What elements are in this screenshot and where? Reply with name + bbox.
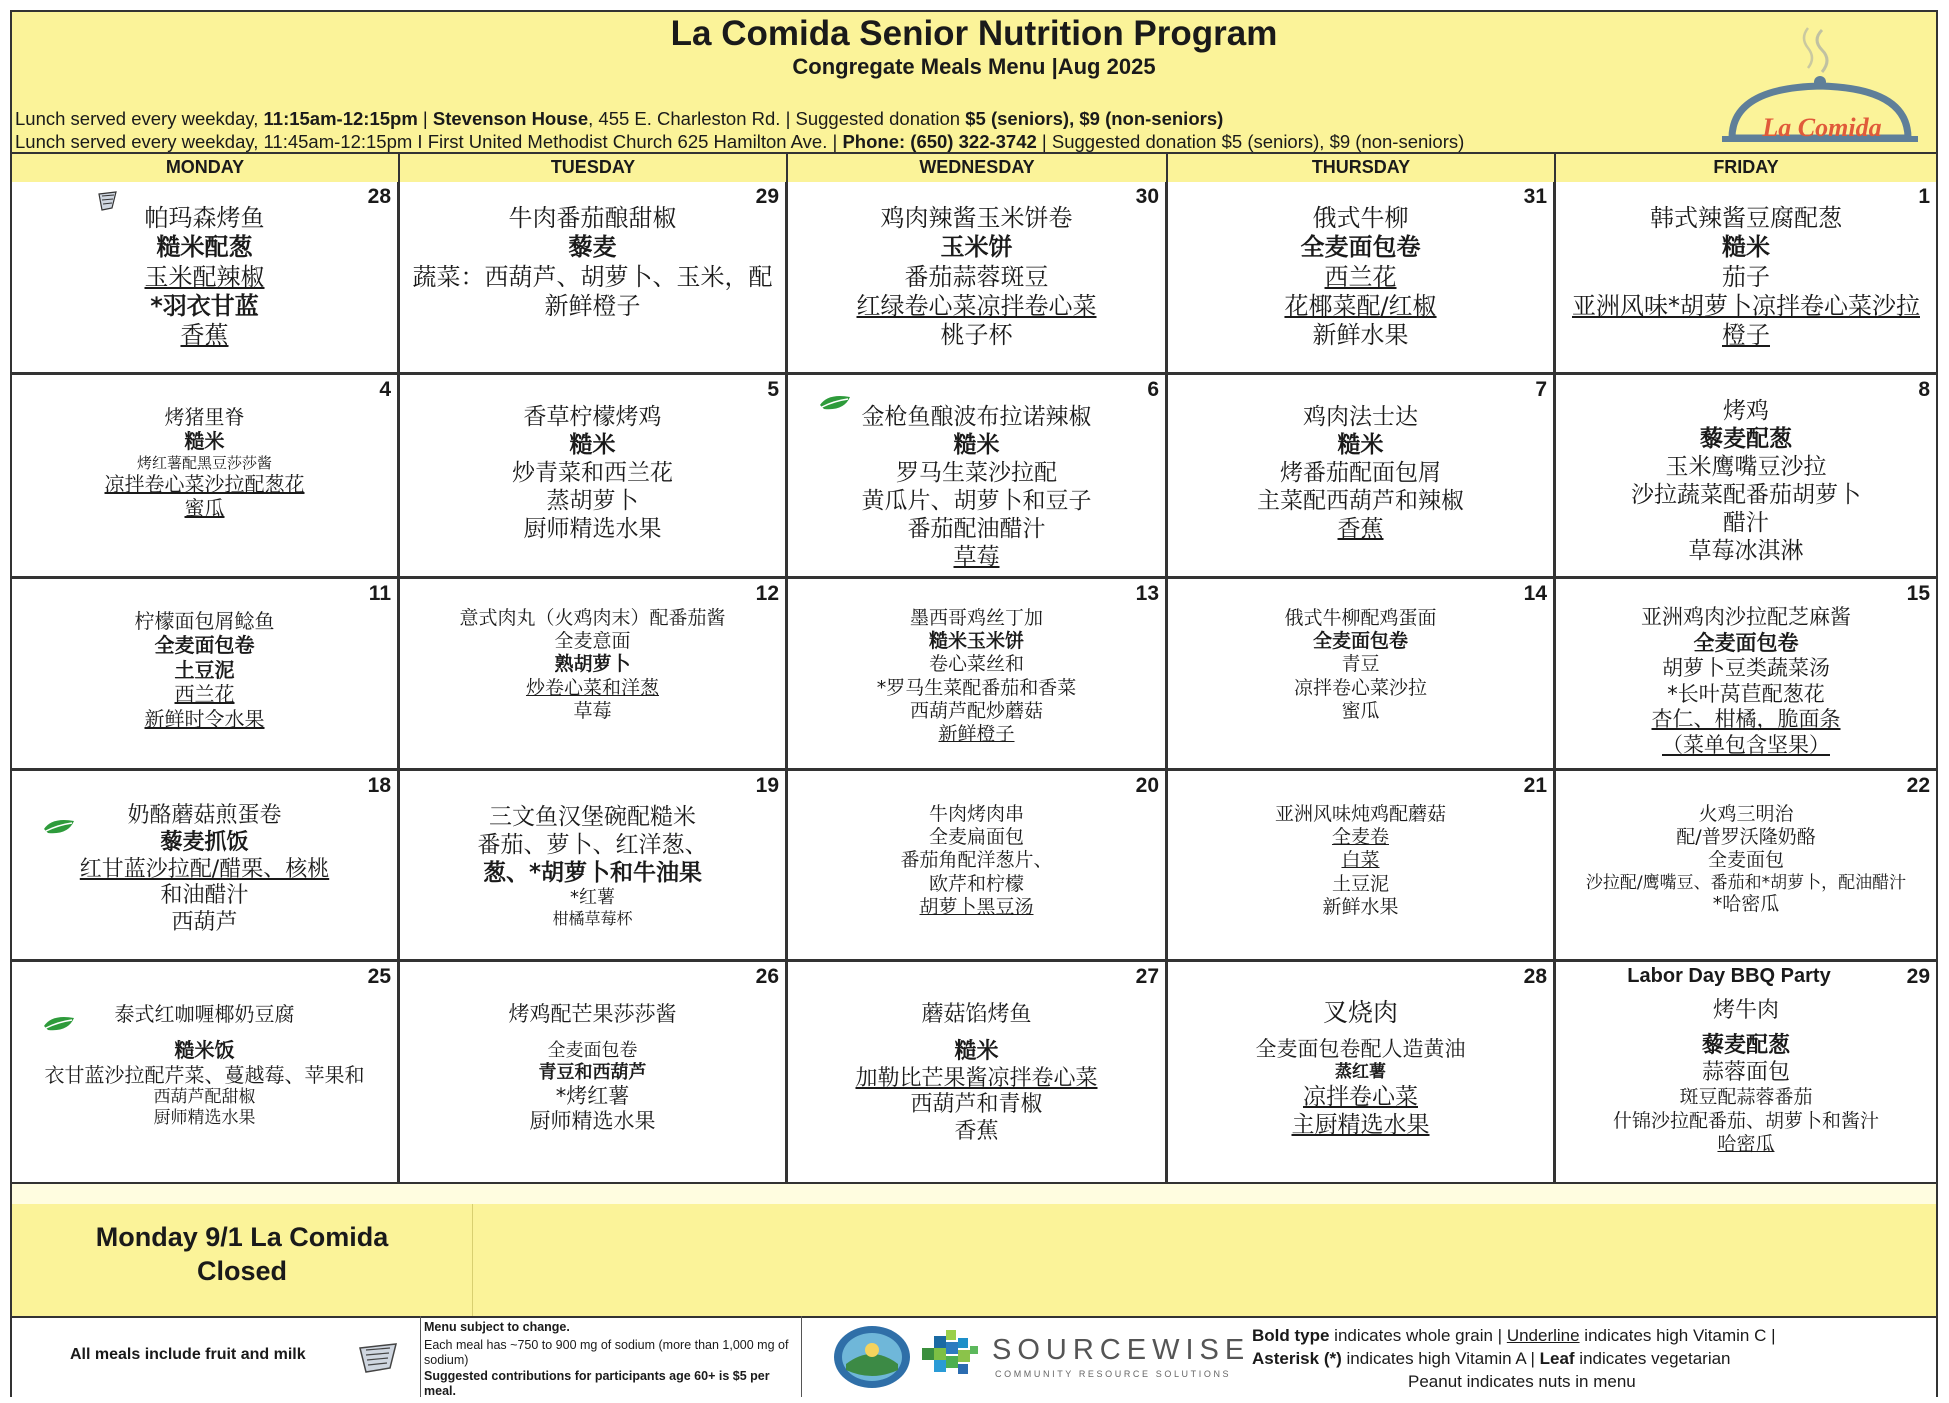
meal-items bbox=[12, 803, 397, 937]
meal-item: 烤鸡配芒果莎莎酱 bbox=[508, 1002, 677, 1026]
meal-item: *长叶莴苣配葱花 bbox=[1667, 681, 1825, 706]
meal-item: 蒜蓉面包 bbox=[1701, 1059, 1790, 1085]
meal-item: 卷心菜丝和 bbox=[928, 653, 1024, 676]
meal-item: 玉米配辣椒 bbox=[144, 262, 265, 291]
meal-item: 蜜瓜 bbox=[184, 496, 225, 521]
meal-item: 厨师精选水果 bbox=[523, 516, 662, 543]
meal-item: 西兰花 bbox=[174, 682, 235, 707]
meal-item: 藜麦配葱 bbox=[1700, 426, 1792, 453]
meal-item: 沙拉配/鹰嘴豆、番茄和*胡萝卜，配油醋汁 bbox=[1585, 872, 1907, 893]
meal-items bbox=[1556, 204, 1936, 350]
meal-item: 厨师精选水果 bbox=[529, 1109, 656, 1134]
meal-item: 熟胡萝卜 bbox=[554, 653, 631, 676]
meal-item: 香蕉 bbox=[1337, 516, 1384, 543]
day-number: 7 bbox=[1535, 378, 1547, 401]
meal-item: 蔬菜：西葫芦、胡萝卜、玉米，配 bbox=[412, 262, 773, 291]
meal-item: 烤猪里脊 bbox=[164, 405, 245, 429]
day-number: 6 bbox=[1147, 378, 1159, 401]
meal-item: 加勒比芒果酱凉拌卷心菜 bbox=[855, 1065, 1098, 1091]
meal-item: 和油醋汁 bbox=[160, 883, 249, 909]
meal-item: 烤牛肉 bbox=[1712, 998, 1779, 1023]
meal-item: 烤红薯配黑豆莎莎酱 bbox=[136, 453, 272, 472]
meal-item: 番茄角配洋葱片、 bbox=[900, 849, 1053, 872]
meal-item: 糙米玉米饼 bbox=[928, 630, 1024, 653]
meal-item: 糙米配葱 bbox=[156, 233, 253, 262]
meal-items bbox=[12, 609, 397, 731]
meal-item: 蘑菇馅烤鱼 bbox=[921, 1002, 1032, 1027]
meal-items bbox=[400, 803, 785, 929]
meal-item: 花椰菜配/红椒 bbox=[1284, 291, 1437, 320]
meal-items bbox=[788, 607, 1165, 746]
meal-item: 醋汁 bbox=[1723, 510, 1769, 537]
meal-item: 玉米饼 bbox=[940, 233, 1013, 262]
menu-day-cell bbox=[1556, 579, 1936, 771]
menu-day-cell bbox=[788, 771, 1168, 962]
menu-day-cell bbox=[1168, 579, 1556, 771]
meal-item: 火鸡三明治 bbox=[1698, 803, 1794, 825]
meal-item: 全麦面包 bbox=[1707, 849, 1784, 872]
menu-day-cell bbox=[788, 579, 1168, 771]
menu-day-cell bbox=[400, 771, 788, 962]
day-number: 15 bbox=[1906, 582, 1930, 605]
meal-item: 糙米 bbox=[1337, 432, 1384, 459]
weekday-header-tuesday: TUESDAY bbox=[400, 152, 788, 182]
meal-item: 牛肉烤肉串 bbox=[928, 803, 1024, 825]
menu-day-cell bbox=[400, 375, 788, 579]
meal-item: 番茄配油醋汁 bbox=[907, 516, 1046, 543]
meal-item: 糙米 bbox=[184, 429, 225, 454]
meal-items bbox=[788, 803, 1165, 919]
meal-item: 炒青菜和西兰花 bbox=[512, 460, 673, 487]
meal-items bbox=[1556, 605, 1936, 759]
meal-item: *红薯 bbox=[570, 887, 615, 909]
meal-item: 凉拌卷心菜 bbox=[1303, 1083, 1418, 1110]
header-band bbox=[12, 12, 1936, 152]
day-number: 28 bbox=[1523, 965, 1547, 988]
meal-item: 胡萝卜黑豆汤 bbox=[919, 895, 1034, 918]
menu-sheet bbox=[10, 10, 1938, 1397]
peanut-icon bbox=[356, 1338, 402, 1378]
meal-item: 全麦面包卷 bbox=[1693, 630, 1799, 655]
meal-items bbox=[12, 405, 397, 521]
meal-items bbox=[1168, 403, 1553, 543]
legend-line-2: Asterisk (*) indicates high Vitamin A | Leaf indicates vegetarian bbox=[1252, 1349, 1731, 1368]
meal-item: 沙拉蔬菜配番茄胡萝卜 bbox=[1631, 482, 1861, 509]
meal-item: 凉拌卷心菜沙拉 bbox=[1293, 676, 1427, 699]
meal-items bbox=[1168, 803, 1553, 919]
page-title: La Comida Senior Nutrition Program bbox=[670, 14, 1278, 53]
meal-item: 土豆泥 bbox=[174, 657, 235, 682]
meal-item: 新鲜水果 bbox=[1322, 895, 1399, 918]
meal-items bbox=[400, 1002, 785, 1135]
meal-item: 什锦沙拉配番茄、胡萝卜和酱汁 bbox=[1612, 1109, 1879, 1132]
meal-item: 厨师精选水果 bbox=[153, 1107, 256, 1128]
meal-item: 泰式红咖喱椰奶豆腐 bbox=[114, 1002, 295, 1026]
meal-item: 青豆和西葫芦 bbox=[538, 1061, 647, 1083]
meal-item: 香蕉 bbox=[954, 1119, 999, 1145]
legend-line-1: Bold type indicates whole grain | Underline indicates high Vitamin C | bbox=[1252, 1326, 1776, 1345]
meal-item: 亚洲风味炖鸡配蘑菇 bbox=[1274, 803, 1446, 825]
meal-item: 奶酪蘑菇煎蛋卷 bbox=[127, 803, 282, 828]
meal-items bbox=[1168, 998, 1553, 1139]
meal-item: 凉拌卷心菜沙拉配葱花 bbox=[104, 472, 305, 497]
menu-day-cell bbox=[12, 375, 400, 579]
meal-item: 帕玛森烤鱼 bbox=[144, 204, 265, 232]
meal-item: 西兰花 bbox=[1324, 262, 1397, 291]
meal-item: *罗马生菜配番茄和香菜 bbox=[876, 676, 1077, 699]
meal-items bbox=[1556, 803, 1936, 916]
menu-day-cell bbox=[1556, 771, 1936, 962]
menu-day-cell bbox=[1556, 375, 1936, 579]
legend bbox=[1252, 1324, 1892, 1393]
meal-item: 香草柠檬烤鸡 bbox=[523, 404, 662, 430]
meal-item: 藜麦配葱 bbox=[1701, 1032, 1790, 1058]
meal-item: 牛肉番茄酿甜椒 bbox=[508, 204, 677, 232]
event-title: Labor Day BBQ Party bbox=[1627, 965, 1831, 987]
weekday-header-thursday: THURSDAY bbox=[1168, 152, 1556, 182]
meal-item: 俄式牛柳配鸡蛋面 bbox=[1284, 607, 1437, 629]
meal-item: 蒸红薯 bbox=[1335, 1062, 1386, 1083]
menu-day-cell bbox=[12, 962, 400, 1184]
meal-items bbox=[400, 403, 785, 543]
day-number: 29 bbox=[755, 185, 779, 208]
meal-item: 炒卷心菜和洋葱 bbox=[525, 676, 659, 699]
meal-item: 全麦面包卷 bbox=[154, 633, 255, 658]
sourcewise-mark bbox=[922, 1330, 980, 1380]
meal-item: 俄式牛柳 bbox=[1312, 204, 1409, 232]
menu-day-cell bbox=[400, 579, 788, 771]
day-number: 19 bbox=[755, 774, 779, 797]
meal-item: 新鲜时令水果 bbox=[144, 706, 265, 731]
menu-day-cell bbox=[12, 182, 400, 375]
meal-item: 红甘蓝沙拉配/醋栗、核桃 bbox=[79, 856, 330, 882]
day-number: 20 bbox=[1135, 774, 1159, 797]
meal-item: 西葫芦和青椒 bbox=[910, 1092, 1043, 1118]
meal-item: 叉烧肉 bbox=[1322, 998, 1398, 1027]
meal-item: 葱、*胡萝卜和牛油果 bbox=[482, 860, 703, 887]
meal-item: 土豆泥 bbox=[1331, 872, 1389, 895]
weekday-header-monday: MONDAY bbox=[12, 152, 400, 182]
meal-item: 白菜 bbox=[1341, 849, 1380, 872]
county-seal-logo bbox=[832, 1324, 912, 1390]
meal-item: 糙米 bbox=[954, 1038, 999, 1064]
menu-day-cell bbox=[788, 375, 1168, 579]
meal-item: 斑豆配蒜蓉番茄 bbox=[1679, 1086, 1813, 1109]
meal-item: 蜜瓜 bbox=[1341, 699, 1380, 722]
meal-item: 主菜配西葫芦和辣椒 bbox=[1257, 488, 1464, 515]
menu-day-cell bbox=[12, 579, 400, 771]
closure-line-2: Closed bbox=[196, 1256, 288, 1286]
meal-item: 全麦面包卷 bbox=[1312, 630, 1408, 653]
meal-item: *烤红薯 bbox=[555, 1083, 630, 1108]
meal-item: 红绿卷心菜凉拌卷心菜 bbox=[856, 291, 1097, 320]
legend-line-3: Peanut indicates nuts in menu bbox=[1408, 1372, 1636, 1391]
footer-notes bbox=[420, 1316, 802, 1397]
meal-item: 番茄、萝卜、红洋葱、 bbox=[477, 832, 708, 859]
day-number: 21 bbox=[1523, 774, 1547, 797]
meal-item: 西葫芦配甜椒 bbox=[153, 1087, 256, 1108]
weekday-header-friday: FRIDAY bbox=[1556, 152, 1936, 182]
meal-item: 番茄蒜蓉斑豆 bbox=[904, 262, 1049, 291]
sourcewise-tagline: COMMUNITY RESOURCE SOLUTIONS bbox=[995, 1369, 1232, 1379]
day-number: 4 bbox=[379, 378, 391, 401]
meal-item: 藜麦 bbox=[568, 233, 617, 262]
menu-day-cell bbox=[788, 962, 1168, 1184]
day-number: 12 bbox=[755, 582, 779, 605]
meal-item: 全麦卷 bbox=[1331, 826, 1389, 849]
meal-item: 柠檬面包屑鲶鱼 bbox=[134, 609, 275, 633]
day-number: 8 bbox=[1918, 378, 1930, 401]
meal-item: 烤鸡 bbox=[1723, 398, 1769, 424]
meal-item: 杏仁、柑橘，脆面条 bbox=[1651, 707, 1841, 732]
service-line-methodist: Lunch served every weekday, 11:45am-12:15pm I First United Methodist Church 625 Hamilton Ave. | Phone: (650) 322-3742 | Suggested donation $5 (seniors), $9 (non-seniors) bbox=[15, 131, 1465, 152]
meal-items bbox=[788, 204, 1165, 350]
meal-item: 黄瓜片、胡萝卜和豆子 bbox=[861, 488, 1092, 515]
meal-item: 糙米 bbox=[1722, 233, 1770, 262]
meal-item: 桃子杯 bbox=[940, 321, 1013, 350]
meal-item: 哈密瓜 bbox=[1717, 1132, 1775, 1155]
day-number: 29 bbox=[1906, 965, 1930, 988]
meal-items bbox=[12, 204, 397, 350]
meal-items bbox=[1556, 998, 1936, 1156]
meal-item: 衣甘蓝沙拉配芹菜、蔓越莓、苹果和 bbox=[44, 1062, 365, 1087]
day-number: 25 bbox=[367, 965, 391, 988]
meal-item: 全麦扁面包 bbox=[928, 826, 1024, 849]
menu-day-cell bbox=[12, 771, 400, 962]
meal-item: 蒸胡萝卜 bbox=[546, 488, 639, 515]
day-number: 22 bbox=[1906, 774, 1930, 797]
meal-items bbox=[788, 403, 1165, 571]
meal-item: 墨西哥鸡丝丁加 bbox=[909, 607, 1043, 629]
meal-item: 配/普罗沃隆奶酪 bbox=[1676, 826, 1816, 849]
meal-item: 玉米鹰嘴豆沙拉 bbox=[1665, 454, 1827, 481]
note-contribution: Suggested contributions for participants age 60+ is $5 per meal. bbox=[424, 1369, 770, 1398]
menu-day-cell bbox=[788, 182, 1168, 375]
meal-item: 烤番茄配面包屑 bbox=[1280, 460, 1441, 487]
menu-calendar-grid bbox=[12, 182, 1936, 1184]
meal-item: 鸡肉辣酱玉米饼卷 bbox=[880, 204, 1073, 232]
meal-items bbox=[788, 1002, 1165, 1146]
closure-line-1: Monday 9/1 La Comida bbox=[95, 1222, 389, 1252]
meal-item: 全麦面包卷配人造黄油 bbox=[1255, 1036, 1466, 1061]
meal-item: 草莓冰淇淋 bbox=[1688, 538, 1804, 565]
menu-day-cell bbox=[1168, 182, 1556, 375]
meal-item: 草莓 bbox=[953, 544, 1000, 571]
meal-item: 糙米饭 bbox=[174, 1038, 235, 1063]
meal-item: 鸡肉法士达 bbox=[1303, 404, 1418, 430]
svg-text:La Comida: La Comida bbox=[1762, 113, 1882, 142]
meal-items bbox=[1556, 397, 1936, 565]
day-number: 30 bbox=[1135, 185, 1159, 208]
meal-item: 柑橘草莓杯 bbox=[552, 909, 633, 929]
meal-item: 新鲜橙子 bbox=[938, 722, 1015, 745]
meal-item: 西葫芦配炒蘑菇 bbox=[909, 699, 1043, 722]
meal-items bbox=[1168, 204, 1553, 350]
day-number: 27 bbox=[1135, 965, 1159, 988]
meal-item: 新鲜水果 bbox=[1312, 321, 1409, 350]
menu-day-cell bbox=[1168, 375, 1556, 579]
meal-item: 主厨精选水果 bbox=[1291, 1111, 1430, 1138]
meal-item: 糙米 bbox=[569, 432, 616, 459]
la-comida-logo bbox=[1710, 18, 1930, 152]
page-subtitle: Congregate Meals Menu |Aug 2025 bbox=[792, 54, 1156, 79]
meal-item: 罗马生菜沙拉配 bbox=[896, 460, 1057, 487]
day-number: 1 bbox=[1918, 185, 1930, 208]
meal-item: 全麦面包卷 bbox=[547, 1039, 638, 1061]
meal-item: 草莓 bbox=[573, 699, 612, 722]
meal-items bbox=[400, 204, 785, 321]
day-number: 18 bbox=[367, 774, 391, 797]
meal-item: 意式肉丸（火鸡肉末）配番茄酱 bbox=[459, 607, 726, 629]
meal-item: 糙米 bbox=[953, 432, 1000, 459]
meal-item: 欧芹和柠檬 bbox=[928, 872, 1024, 895]
weekday-header-row bbox=[12, 152, 1936, 182]
menu-day-cell bbox=[400, 182, 788, 375]
meal-item: 亚洲风味*胡萝卜凉拌卷心菜沙拉 bbox=[1572, 291, 1920, 320]
meal-item: 胡萝卜豆类蔬菜汤 bbox=[1662, 656, 1830, 681]
menu-day-cell bbox=[1168, 771, 1556, 962]
menu-day-cell bbox=[1168, 962, 1556, 1184]
meal-item: 韩式辣酱豆腐配葱 bbox=[1650, 204, 1842, 232]
day-number: 5 bbox=[767, 378, 779, 401]
meal-items bbox=[12, 1002, 397, 1129]
meal-item: *羽衣甘蓝 bbox=[150, 291, 259, 320]
menu-day-cell bbox=[400, 962, 788, 1184]
menu-day-cell bbox=[1556, 182, 1936, 375]
meal-item: 橙子 bbox=[1722, 321, 1770, 350]
all-meals-note: All meals include fruit and milk bbox=[12, 1316, 420, 1397]
meal-item: 新鲜橙子 bbox=[544, 291, 641, 320]
day-number: 14 bbox=[1523, 582, 1547, 605]
meal-item: 青豆 bbox=[1341, 653, 1380, 676]
meal-item: 亚洲鸡肉沙拉配芝麻酱 bbox=[1641, 605, 1851, 629]
meal-item: 全麦意面 bbox=[554, 630, 631, 653]
meal-item: （菜单包含坚果） bbox=[1662, 733, 1830, 758]
note-subject-to-change: Menu subject to change. bbox=[424, 1320, 570, 1334]
sourcewise-wordmark: SOURCEWISE bbox=[992, 1334, 1251, 1366]
day-number: 28 bbox=[367, 185, 391, 208]
note-sodium: Each meal has ~750 to 900 mg of sodium (more than 1,000 mg of sodium) bbox=[424, 1338, 789, 1367]
meal-item: 藜麦抓饭 bbox=[160, 829, 249, 855]
meal-item: 金枪鱼酿波布拉诺辣椒 bbox=[861, 404, 1092, 430]
meal-item: 三文鱼汉堡碗配糙米 bbox=[489, 804, 696, 830]
day-number: 11 bbox=[368, 582, 391, 605]
meal-item: *哈密瓜 bbox=[1712, 893, 1780, 916]
service-line-stevenson: Lunch served every weekday, 11:15am-12:15pm | Stevenson House, 455 E. Charleston Rd. | Suggested donation $5 (seniors), $9 (non-seniors) bbox=[15, 108, 1224, 129]
closure-notice bbox=[12, 1204, 473, 1316]
weekday-header-wednesday: WEDNESDAY bbox=[788, 152, 1168, 182]
day-number: 26 bbox=[755, 965, 779, 988]
meal-item: 香蕉 bbox=[180, 321, 229, 350]
meal-item: 全麦面包卷 bbox=[1300, 233, 1421, 262]
day-number: 31 bbox=[1523, 185, 1547, 208]
meal-item: 西葫芦 bbox=[171, 910, 238, 936]
meal-items bbox=[1168, 607, 1553, 723]
menu-day-cell bbox=[1556, 962, 1936, 1184]
meal-item: 茄子 bbox=[1722, 262, 1770, 291]
day-number: 13 bbox=[1135, 582, 1159, 605]
meal-items bbox=[400, 607, 785, 723]
